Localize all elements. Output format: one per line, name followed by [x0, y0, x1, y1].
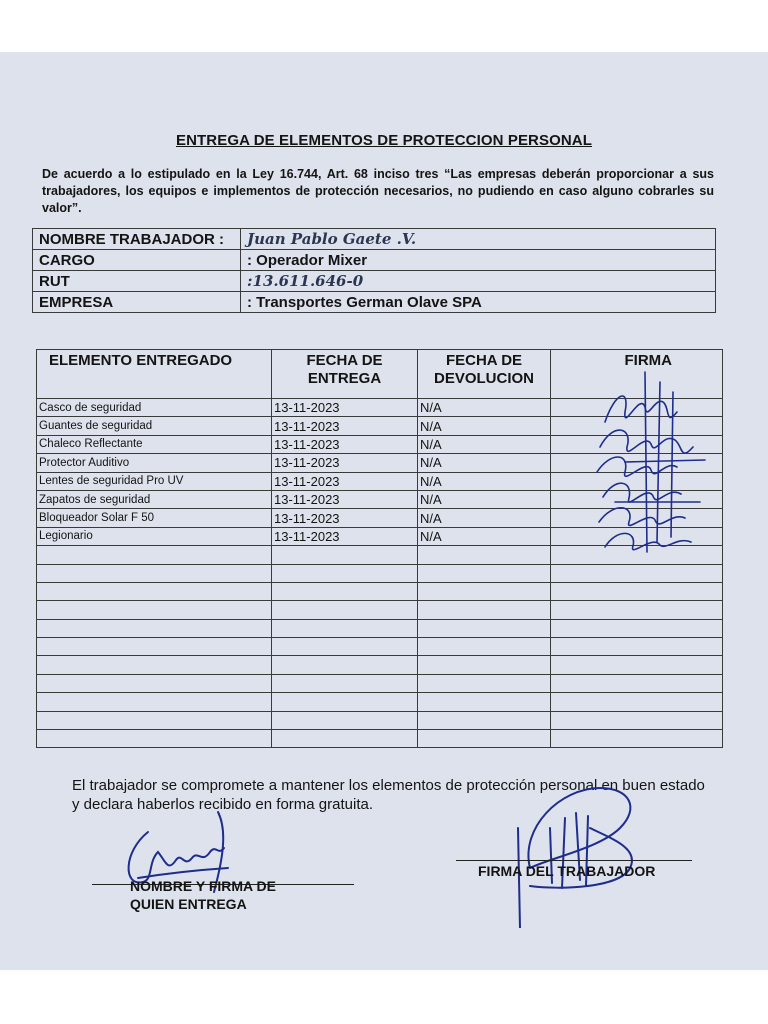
empty-cell: [418, 546, 551, 564]
empty-cell: [551, 656, 723, 674]
empty-cell: [272, 619, 418, 637]
legal-intro-text: De acuerdo a lo estipulado en la Ley 16.744, Art. 68 inciso tres “Las empresas deberán proporcionar a sus trabajadores, los equipos e implementos de protección necesarios, no pudiendo en caso alguno cobrarles su valor”.: [42, 167, 714, 215]
document-title: ENTREGA DE ELEMENTOS DE PROTECCION PERSONAL: [175, 132, 592, 149]
worker-info-label: RUT: [33, 271, 241, 292]
header-signature: FIRMA: [551, 350, 723, 399]
empty-cell: [272, 656, 418, 674]
empty-table-row: [37, 674, 723, 692]
empty-cell: [551, 693, 723, 711]
cell-return-date: N/A: [418, 417, 551, 435]
empty-cell: [37, 619, 272, 637]
document-sheet: [0, 52, 768, 970]
commitment-text: El trabajador se compromete a mantener los elementos de protección personal en buen estado y declara haberlos recibido en forma gratuita.: [72, 777, 705, 813]
empty-table-row: [37, 582, 723, 600]
empty-cell: [551, 601, 723, 619]
empty-table-row: [37, 601, 723, 619]
empty-cell: [272, 638, 418, 656]
empty-cell: [37, 693, 272, 711]
empty-cell: [272, 601, 418, 619]
empty-cell: [37, 601, 272, 619]
worker-info-value: Juan Pablo Gaete .V.: [241, 229, 716, 250]
cell-element: Guantes de seguridad: [37, 417, 272, 435]
empty-cell: [418, 711, 551, 729]
empty-cell: [37, 546, 272, 564]
empty-cell: [37, 730, 272, 748]
empty-cell: [418, 619, 551, 637]
empty-cell: [272, 546, 418, 564]
header-return-date: FECHA DE DEVOLUCION: [418, 350, 551, 399]
cell-return-date: N/A: [418, 472, 551, 490]
worker-info-value: : Transportes German Olave SPA: [241, 292, 716, 313]
empty-cell: [418, 693, 551, 711]
worker-info-row: [33, 229, 716, 250]
empty-table-row: [37, 656, 723, 674]
empty-cell: [551, 582, 723, 600]
empty-table-row: [37, 693, 723, 711]
cell-delivery-date: 13-11-2023: [272, 417, 418, 435]
empty-table-row: [37, 711, 723, 729]
empty-cell: [37, 711, 272, 729]
empty-cell: [551, 730, 723, 748]
empty-cell: [551, 638, 723, 656]
cell-return-date: N/A: [418, 454, 551, 472]
worker-info-table: [32, 228, 716, 313]
empty-cell: [272, 693, 418, 711]
empty-cell: [272, 674, 418, 692]
worker-info-label: NOMBRE TRABAJADOR :: [33, 229, 241, 250]
cell-return-date: N/A: [418, 435, 551, 453]
cell-delivery-date: 13-11-2023: [272, 454, 418, 472]
empty-cell: [37, 582, 272, 600]
empty-table-row: [37, 619, 723, 637]
cell-element: Protector Auditivo: [37, 454, 272, 472]
empty-table-row: [37, 638, 723, 656]
empty-cell: [418, 656, 551, 674]
cell-delivery-date: 13-11-2023: [272, 399, 418, 417]
worker-signature-line: [456, 860, 692, 861]
empty-cell: [551, 564, 723, 582]
worker-signature-label: FIRMA DEL TRABAJADOR: [478, 863, 656, 879]
worker-info-row: [33, 271, 716, 292]
empty-cell: [272, 582, 418, 600]
header-delivery-date: FECHA DE ENTREGA: [272, 350, 418, 399]
deliverer-signature-label: NOMBRE Y FIRMA DE QUIEN ENTREGA: [130, 878, 276, 912]
cell-element: Casco de seguridad: [37, 399, 272, 417]
worker-info-label: CARGO: [33, 250, 241, 271]
cell-element: Lentes de seguridad Pro UV: [37, 472, 272, 490]
cell-delivery-date: 13-11-2023: [272, 509, 418, 527]
worker-signature: [490, 768, 690, 928]
empty-cell: [551, 674, 723, 692]
cell-delivery-date: 13-11-2023: [272, 472, 418, 490]
header-element: ELEMENTO ENTREGADO: [37, 350, 272, 399]
cell-return-date: N/A: [418, 490, 551, 508]
cell-delivery-date: 13-11-2023: [272, 435, 418, 453]
row-signatures-scribble: [585, 352, 755, 562]
worker-info-row: [33, 250, 716, 271]
empty-cell: [418, 601, 551, 619]
empty-cell: [37, 656, 272, 674]
empty-cell: [418, 674, 551, 692]
cell-return-date: N/A: [418, 527, 551, 545]
empty-cell: [272, 730, 418, 748]
cell-return-date: N/A: [418, 509, 551, 527]
cell-element: Bloqueador Solar F 50: [37, 509, 272, 527]
empty-cell: [37, 638, 272, 656]
empty-cell: [551, 619, 723, 637]
cell-element: Zapatos de seguridad: [37, 490, 272, 508]
worker-info-value: :13.611.646-0: [241, 271, 716, 292]
cell-delivery-date: 13-11-2023: [272, 490, 418, 508]
empty-cell: [551, 711, 723, 729]
cell-delivery-date: 13-11-2023: [272, 527, 418, 545]
empty-table-row: [37, 730, 723, 748]
empty-table-row: [37, 564, 723, 582]
empty-cell: [418, 564, 551, 582]
empty-cell: [272, 564, 418, 582]
empty-cell: [37, 674, 272, 692]
empty-cell: [418, 730, 551, 748]
empty-cell: [272, 711, 418, 729]
cell-return-date: N/A: [418, 399, 551, 417]
worker-info-row: [33, 292, 716, 313]
empty-cell: [37, 564, 272, 582]
worker-info-label: EMPRESA: [33, 292, 241, 313]
empty-cell: [418, 638, 551, 656]
worker-info-value: : Operador Mixer: [241, 250, 716, 271]
empty-cell: [418, 582, 551, 600]
cell-element: Chaleco Reflectante: [37, 435, 272, 453]
cell-element: Legionario: [37, 527, 272, 545]
